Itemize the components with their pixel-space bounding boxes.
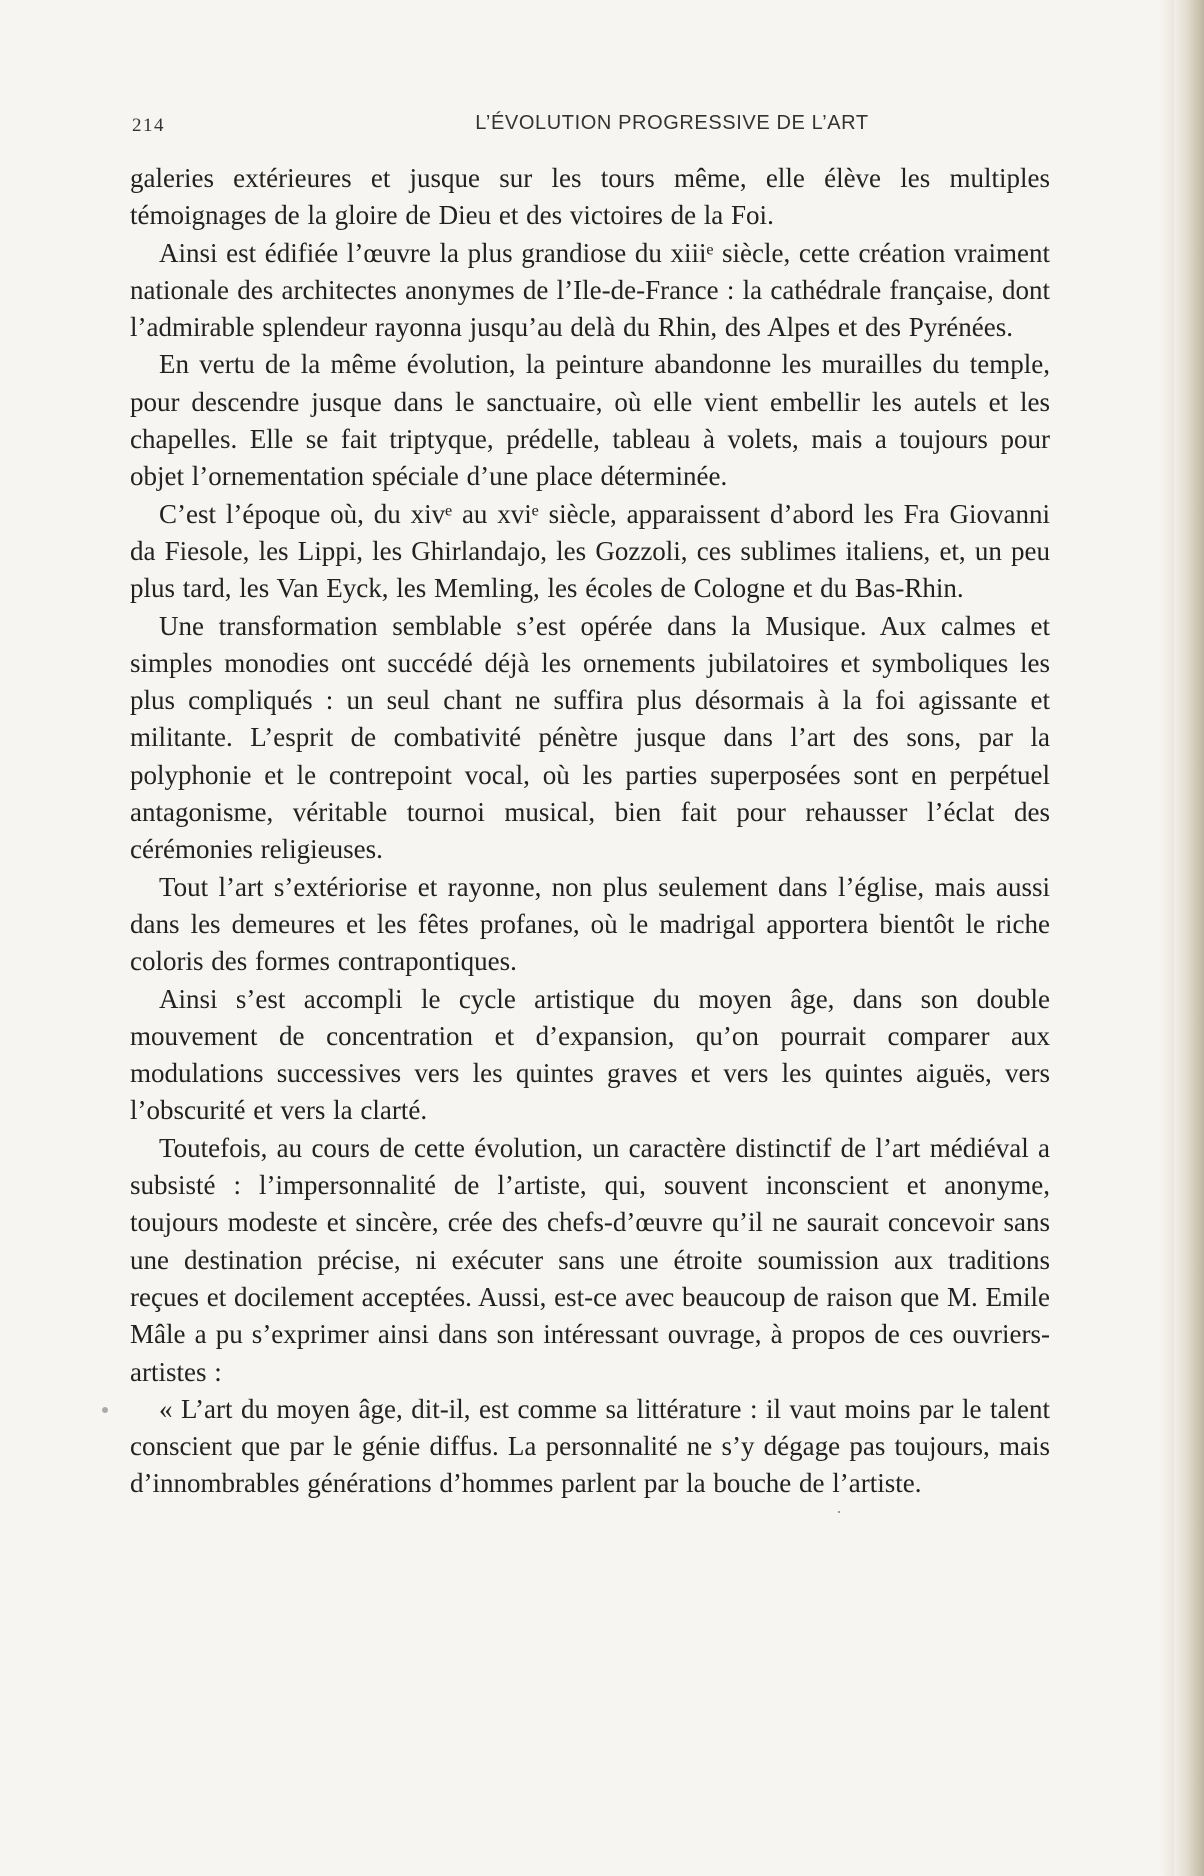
paragraph-9-quote: « L’art du moyen âge, dit-il, est comme sa littérature : il vaut moins par le talent conscient que par le génie diffus. La personnalité ne s’y dégage pas toujours, mais d’innombrables générations d’hommes parlent par la bouche de l’artiste. bbox=[130, 1393, 1050, 1499]
page-shadow bbox=[1160, 0, 1174, 1876]
paragraph-3: En vertu de la même évolution, la peinture abandonne les murailles du temple, pour descendre jusque dans le sanctuaire, où elle vient embellir les autels et les chapelles. Elle se fait triptyque, prédelle, tableau à volets, mais a toujours pour objet l’ornementation spéciale d’une place déterminée. bbox=[130, 349, 1050, 492]
ink-speck bbox=[838, 1511, 840, 1513]
paragraph-8: Toutefois, au cours de cette évolution, un caractère distinctif de l’art médiéval a subsisté : l’impersonnalité de l’artiste, qui, souvent inconscient et anonyme, toujours modeste et sincère, crée des chefs-d’œuvre qu’il ne saurait concevoir sans une destination précise, ni exécuter sans une étroite soumission aux traditions reçues et docilement acceptées. Aussi, est-ce avec beaucoup de raison que M. Emile Mâle a pu s’exprimer ainsi dans son intéressant ouvrage, à propos de ces ouvriers-artistes : bbox=[130, 1132, 1050, 1387]
paragraph-4: C’est l’époque où, du xivᵉ au xviᵉ siècle, apparaissent d’abord les Fra Giovanni da Fiesole, les Lippi, les Ghirlandajo, les Gozzoli, ces sublimes italiens, et, un peu plus tard, les Van Eyck, les Memling, les écoles de Cologne et du Bas-Rhin. bbox=[130, 498, 1050, 604]
paragraph-7: Ainsi s’est accompli le cycle artistique du moyen âge, dans son double mouvement de concentration et d’expansion, qu’on pourrait comparer aux modulations successives vers les quintes graves et vers les quintes aiguës, vers l’obscurité et vers la clarté. bbox=[130, 983, 1050, 1126]
page-edge bbox=[1174, 0, 1204, 1876]
paragraph-6: Tout l’art s’extériorise et rayonne, non plus seulement dans l’église, mais aussi dans les demeures et les fêtes profanes, où le madrigal apportera bientôt le riche coloris des formes contrapontiques. bbox=[130, 871, 1050, 977]
paragraph-2: Ainsi est édifiée l’œuvre la plus grandiose du xiiiᵉ siècle, cette création vraiment nationale des architectes anonymes de l’Ile-de-France : la cathédrale française, dont l’admirable splendeur rayonna jusqu’au delà du Rhin, des Alpes et des Pyrénées. bbox=[130, 237, 1050, 343]
paragraph-5: Une transformation semblable s’est opérée dans la Musique. Aux calmes et simples monodies ont succédé déjà les ornements jubilatoires et symboliques les plus compliqués : un seul chant ne suffira plus désormais à la foi agissante et militante. L’esprit de combativité pénètre jusque dans l’art des sons, par la polyphonie et le contrepoint vocal, où les parties superposées sont en perpétuel antagonisme, véritable tournoi musical, bien fait pour rehausser l’éclat des cérémonies religieuses. bbox=[130, 610, 1050, 865]
page-header bbox=[132, 112, 1052, 142]
body-text bbox=[130, 160, 1050, 1503]
paragraph-1: galeries extérieures et jusque sur les tours même, elle élève les multiples témoignages de la gloire de Dieu et des victoires de la Foi. bbox=[130, 163, 1050, 231]
running-head: L’ÉVOLUTION PROGRESSIVE DE L’ART bbox=[475, 112, 869, 134]
page-number: 214 bbox=[132, 115, 165, 136]
ink-speck bbox=[102, 1407, 108, 1413]
